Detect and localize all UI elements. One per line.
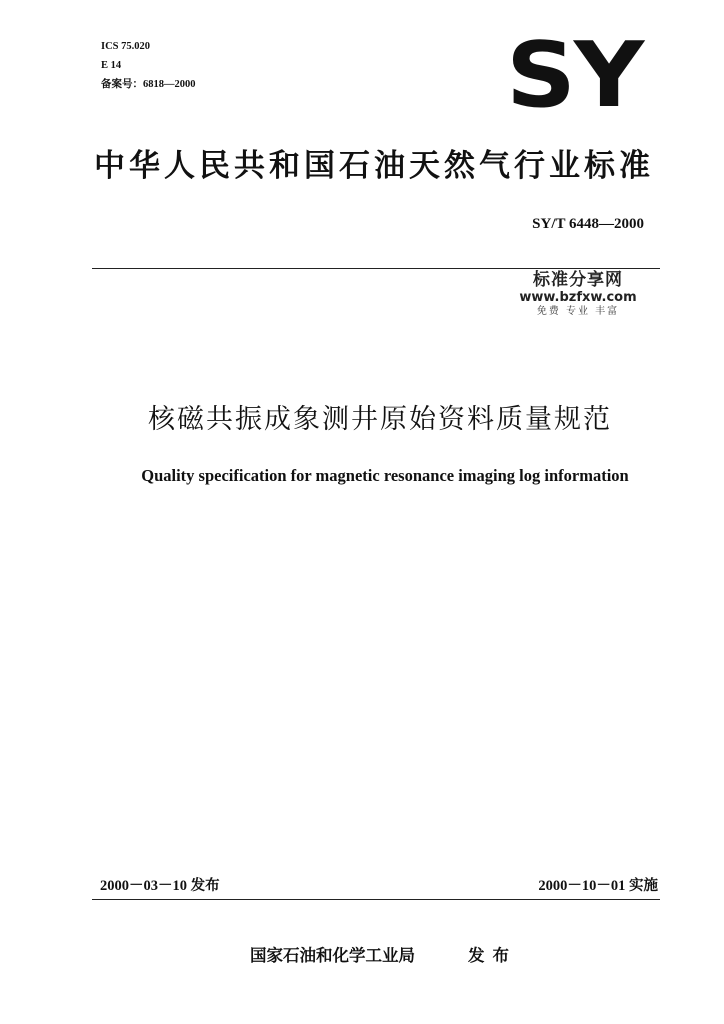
document-title-english: Quality specification for magnetic resonance imaging log information: [141, 466, 629, 485]
issuing-authority-title: 中华人民共和国石油天然气行业标准: [94, 148, 654, 184]
watermark-url: www.bzfxw.com: [519, 290, 637, 305]
header-divider: [92, 268, 660, 269]
record-number: 备案号：6818—2000: [101, 79, 196, 90]
publisher-name: 国家石油和化学工业局: [250, 946, 415, 965]
document-meta: [101, 37, 196, 94]
watermark-slogan: 免费 专业 丰富: [536, 306, 620, 317]
publisher-action: 发布: [468, 946, 517, 965]
classification-code: E 14: [101, 60, 122, 71]
sy-logo: SY: [506, 23, 643, 128]
ics-code: ICS 75.020: [101, 41, 151, 52]
issue-date: 2000－03－10 发布: [100, 878, 220, 894]
watermark-title: 标准分享网: [533, 270, 623, 290]
watermark: [512, 270, 644, 318]
footer-divider: [92, 899, 660, 900]
standard-number: SY/T 6448—2000: [532, 216, 644, 232]
implementation-date: 2000－10－01 实施: [538, 878, 658, 894]
document-title-chinese: 核磁共振成象测井原始资料质量规范: [148, 404, 612, 435]
